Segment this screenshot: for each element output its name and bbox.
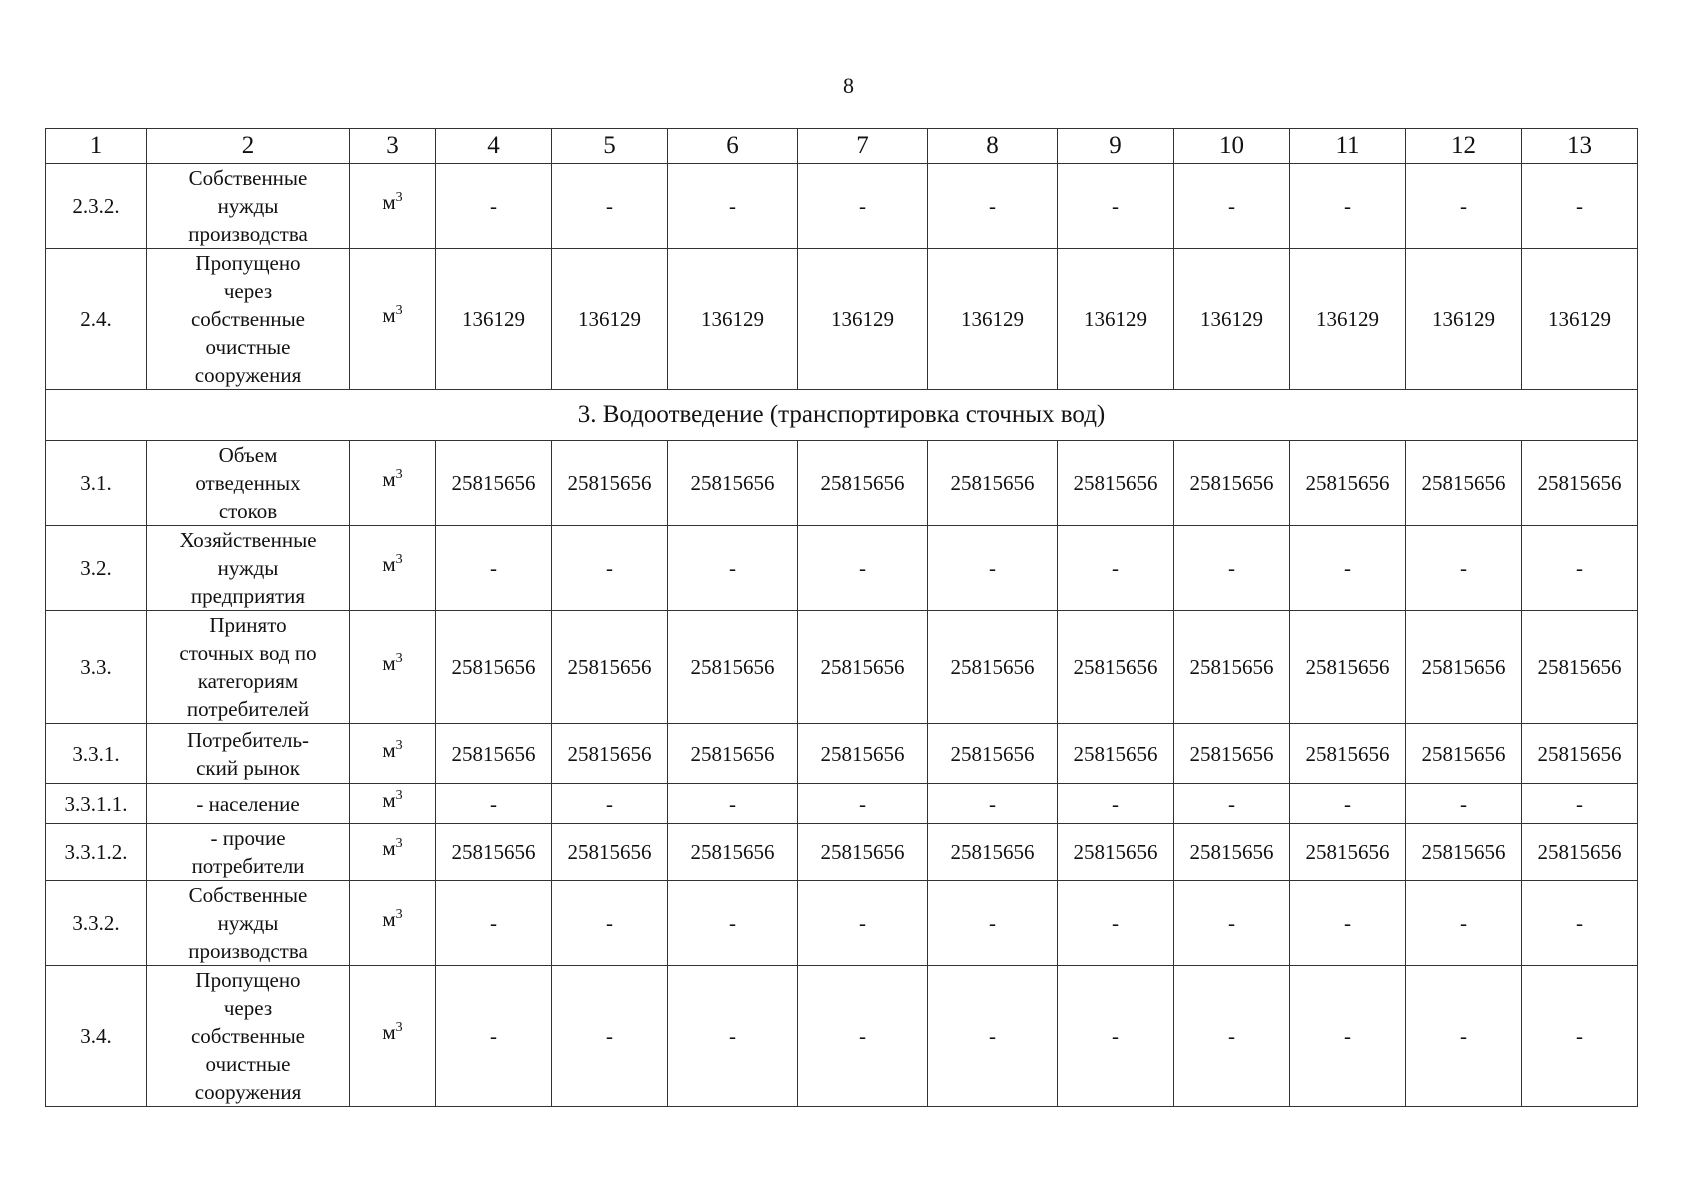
value-cell: 25815656 — [1522, 824, 1638, 881]
value-cell: 136129 — [928, 249, 1058, 390]
value-cell: 25815656 — [1290, 611, 1406, 724]
value-cell: 25815656 — [1406, 441, 1522, 526]
table-row — [46, 824, 1638, 881]
value-cell: - — [1058, 881, 1174, 966]
unit-base: м — [382, 651, 396, 675]
row-name: Собственные нужды производства — [147, 881, 350, 966]
unit-label — [382, 738, 402, 762]
column-header: 4 — [436, 129, 552, 164]
unit-base: м — [382, 552, 396, 576]
value-cell: - — [798, 784, 928, 824]
unit-exponent: 3 — [395, 651, 403, 666]
value-cell: 25815656 — [1174, 724, 1290, 784]
value-cell: 25815656 — [798, 611, 928, 724]
column-header: 11 — [1290, 129, 1406, 164]
value-cell: 25815656 — [552, 611, 668, 724]
value-cell: 136129 — [1406, 249, 1522, 390]
table-row — [46, 526, 1638, 611]
unit-exponent: 3 — [395, 190, 403, 205]
value-cell: 25815656 — [1406, 611, 1522, 724]
value-cell: - — [436, 784, 552, 824]
row-name: - прочие потребители — [147, 824, 350, 881]
value-cell: - — [1058, 784, 1174, 824]
row-name: Потребитель- ский рынок — [147, 724, 350, 784]
value-cell: 25815656 — [436, 824, 552, 881]
row-code: 3.4. — [46, 966, 147, 1107]
value-cell: 25815656 — [798, 441, 928, 526]
value-cell: - — [436, 966, 552, 1107]
value-cell: - — [1522, 881, 1638, 966]
value-cell: - — [798, 164, 928, 249]
row-name: - население — [147, 784, 350, 824]
unit-label — [382, 552, 402, 576]
row-code: 3.2. — [46, 526, 147, 611]
value-cell: 25815656 — [1522, 611, 1638, 724]
value-cell: 25815656 — [668, 824, 798, 881]
value-cell: 25815656 — [1406, 824, 1522, 881]
column-header: 1 — [46, 129, 147, 164]
unit-base: м — [382, 190, 396, 214]
row-unit — [350, 966, 436, 1107]
column-header: 7 — [798, 129, 928, 164]
value-cell: 25815656 — [1058, 611, 1174, 724]
row-name: Собственные нужды производства — [147, 164, 350, 249]
value-cell: - — [1406, 526, 1522, 611]
column-header: 10 — [1174, 129, 1290, 164]
unit-base: м — [382, 1020, 396, 1044]
value-cell: - — [552, 526, 668, 611]
value-cell: 25815656 — [1058, 441, 1174, 526]
value-cell: - — [1058, 526, 1174, 611]
unit-base: м — [382, 467, 396, 491]
value-cell: - — [1522, 526, 1638, 611]
value-cell: 136129 — [1522, 249, 1638, 390]
unit-exponent: 3 — [395, 737, 403, 753]
row-unit — [350, 164, 436, 249]
value-cell: 25815656 — [1406, 724, 1522, 784]
value-cell: - — [1522, 784, 1638, 824]
value-cell: 25815656 — [668, 611, 798, 724]
value-cell: - — [1174, 966, 1290, 1107]
value-cell: 25815656 — [1058, 824, 1174, 881]
value-cell: - — [928, 784, 1058, 824]
value-cell: 25815656 — [1522, 441, 1638, 526]
value-cell: - — [552, 164, 668, 249]
column-header: 2 — [147, 129, 350, 164]
row-unit — [350, 724, 436, 784]
row-unit — [350, 249, 436, 390]
value-cell: - — [928, 881, 1058, 966]
value-cell: 25815656 — [1290, 824, 1406, 881]
value-cell: - — [1174, 881, 1290, 966]
row-unit — [350, 611, 436, 724]
value-cell: 25815656 — [1174, 611, 1290, 724]
value-cell: - — [1290, 164, 1406, 249]
unit-base: м — [382, 303, 396, 327]
unit-label — [382, 303, 402, 327]
table-row — [46, 724, 1638, 784]
value-cell: - — [668, 881, 798, 966]
value-cell: 25815656 — [1174, 824, 1290, 881]
section-title: 3. Водоотведение (транспортировка сточных вод) — [46, 390, 1638, 441]
value-cell: - — [1174, 784, 1290, 824]
column-header: 5 — [552, 129, 668, 164]
value-cell: 25815656 — [436, 441, 552, 526]
unit-exponent: 3 — [395, 552, 403, 567]
unit-label — [382, 1020, 402, 1044]
value-cell: - — [798, 881, 928, 966]
value-cell: - — [1406, 784, 1522, 824]
value-cell: - — [1522, 164, 1638, 249]
row-name: Хозяйственные нужды предприятия — [147, 526, 350, 611]
value-cell: 136129 — [552, 249, 668, 390]
column-header: 12 — [1406, 129, 1522, 164]
value-cell: 25815656 — [668, 724, 798, 784]
value-cell: 25815656 — [798, 724, 928, 784]
unit-exponent: 3 — [395, 303, 403, 318]
value-cell: - — [668, 164, 798, 249]
row-name: Пропущено через собственные очистные сооружения — [147, 249, 350, 390]
column-header: 9 — [1058, 129, 1174, 164]
value-cell: 25815656 — [1174, 441, 1290, 526]
row-name: Принято сточных вод по категориям потребителей — [147, 611, 350, 724]
column-header: 3 — [350, 129, 436, 164]
table-header — [46, 129, 1638, 164]
unit-exponent: 3 — [395, 836, 403, 851]
section-row — [46, 390, 1638, 441]
row-code: 3.3.1.1. — [46, 784, 147, 824]
column-header: 8 — [928, 129, 1058, 164]
table-row — [46, 441, 1638, 526]
unit-label — [382, 651, 402, 675]
value-cell: 25815656 — [552, 724, 668, 784]
page-number: 8 — [843, 73, 854, 98]
table-row — [46, 164, 1638, 249]
table-row — [46, 784, 1638, 824]
row-unit — [350, 526, 436, 611]
value-cell: - — [552, 784, 668, 824]
value-cell: 136129 — [1058, 249, 1174, 390]
value-cell: 25815656 — [552, 824, 668, 881]
value-cell: - — [928, 966, 1058, 1107]
value-cell: - — [798, 526, 928, 611]
value-cell: - — [668, 526, 798, 611]
value-cell: 25815656 — [436, 724, 552, 784]
unit-exponent: 3 — [395, 467, 403, 482]
row-name: Пропущено через собственные очистные сооружения — [147, 966, 350, 1107]
table-row — [46, 611, 1638, 724]
value-cell: - — [1174, 164, 1290, 249]
row-unit — [350, 441, 436, 526]
unit-label — [382, 190, 402, 214]
value-cell: 25815656 — [668, 441, 798, 526]
value-cell: - — [1290, 881, 1406, 966]
data-table — [45, 128, 1638, 1107]
value-cell: 25815656 — [798, 824, 928, 881]
value-cell: - — [668, 966, 798, 1107]
unit-exponent: 3 — [395, 787, 403, 803]
unit-base: м — [382, 737, 396, 762]
value-cell: 25815656 — [1058, 724, 1174, 784]
unit-label — [382, 836, 402, 860]
row-code: 2.3.2. — [46, 164, 147, 249]
value-cell: - — [552, 881, 668, 966]
value-cell: - — [1174, 526, 1290, 611]
value-cell: 136129 — [798, 249, 928, 390]
table-body — [46, 164, 1638, 1107]
value-cell: 136129 — [1290, 249, 1406, 390]
row-unit — [350, 784, 436, 824]
column-header: 13 — [1522, 129, 1638, 164]
unit-label — [382, 788, 402, 812]
value-cell: 25815656 — [1290, 441, 1406, 526]
row-name: Объем отведенных стоков — [147, 441, 350, 526]
value-cell: 25815656 — [1290, 724, 1406, 784]
row-code: 3.3.1.2. — [46, 824, 147, 881]
row-unit — [350, 824, 436, 881]
unit-exponent: 3 — [395, 907, 403, 922]
value-cell: - — [1058, 966, 1174, 1107]
row-code: 3.3. — [46, 611, 147, 724]
unit-base: м — [382, 787, 396, 812]
value-cell: 136129 — [668, 249, 798, 390]
unit-base: м — [382, 836, 396, 860]
value-cell: 25815656 — [436, 611, 552, 724]
value-cell: 136129 — [1174, 249, 1290, 390]
value-cell: 136129 — [436, 249, 552, 390]
unit-exponent: 3 — [395, 1020, 403, 1035]
value-cell: - — [928, 164, 1058, 249]
row-code: 3.1. — [46, 441, 147, 526]
value-cell: - — [436, 164, 552, 249]
value-cell: - — [1290, 966, 1406, 1107]
value-cell: - — [668, 784, 798, 824]
value-cell: - — [798, 966, 928, 1107]
value-cell: 25815656 — [928, 611, 1058, 724]
row-code: 3.3.2. — [46, 881, 147, 966]
row-code: 2.4. — [46, 249, 147, 390]
value-cell: - — [436, 526, 552, 611]
column-header: 6 — [668, 129, 798, 164]
value-cell: 25815656 — [928, 441, 1058, 526]
row-code: 3.3.1. — [46, 724, 147, 784]
value-cell: - — [552, 966, 668, 1107]
value-cell: 25815656 — [928, 824, 1058, 881]
value-cell: - — [1406, 881, 1522, 966]
unit-base: м — [382, 907, 396, 931]
value-cell: 25815656 — [928, 724, 1058, 784]
header-row — [46, 129, 1638, 164]
value-cell: - — [1290, 526, 1406, 611]
value-cell: - — [1406, 966, 1522, 1107]
value-cell: - — [436, 881, 552, 966]
unit-label — [382, 907, 402, 931]
value-cell: - — [1522, 966, 1638, 1107]
row-unit — [350, 881, 436, 966]
table-row — [46, 249, 1638, 390]
table-row — [46, 881, 1638, 966]
unit-label — [382, 467, 402, 491]
value-cell: - — [928, 526, 1058, 611]
table-row — [46, 966, 1638, 1107]
value-cell: 25815656 — [552, 441, 668, 526]
value-cell: - — [1058, 164, 1174, 249]
value-cell: - — [1290, 784, 1406, 824]
value-cell: - — [1406, 164, 1522, 249]
value-cell: 25815656 — [1522, 724, 1638, 784]
